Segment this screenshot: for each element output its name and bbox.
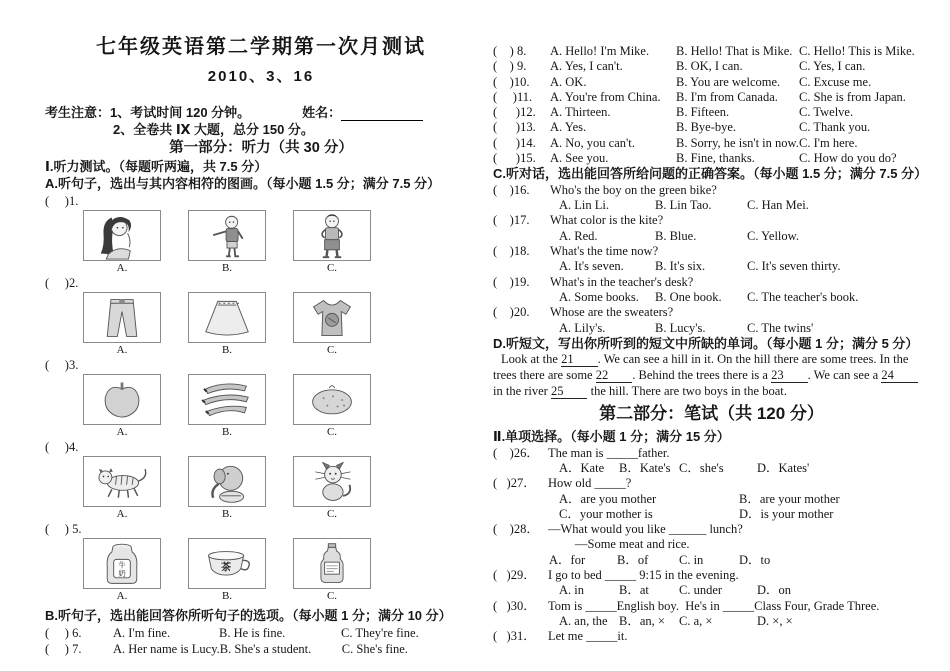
blank-22: 22	[596, 368, 633, 383]
option-c: C. Yes, I can.	[799, 59, 866, 74]
question-19	[493, 275, 930, 290]
question-18-options	[493, 259, 930, 274]
picture-boy-pointing	[188, 210, 266, 261]
question-15-row	[493, 151, 930, 166]
question-27	[493, 476, 930, 491]
option-a: A. Thirteen.	[550, 105, 611, 120]
question-16	[493, 183, 930, 198]
question-14-row	[493, 136, 930, 151]
blank-21: 21	[561, 352, 598, 367]
blank-25: 25	[551, 384, 588, 399]
option-c: C. Thank you.	[799, 120, 871, 135]
option-b: B．an, ×	[619, 613, 665, 628]
option-c: C. under	[679, 583, 723, 598]
option-b: B. It's six.	[655, 259, 706, 274]
question-text: Who's the boy on the green bike?	[550, 182, 717, 197]
option-b: B. He is fine.	[219, 625, 286, 640]
option-b: B. Fifteen.	[676, 105, 730, 120]
option-c: C. She's fine.	[341, 641, 408, 656]
notice-label: 考生注意：	[45, 105, 111, 120]
option-a: A. in	[559, 583, 584, 598]
question-20-options	[493, 321, 930, 336]
question-9-row	[493, 59, 930, 74]
passage-text: . We can see a hill in it. On the hill there are some trees. In the trees there are some	[493, 352, 909, 382]
passage-text: . Behind the trees there is a	[632, 367, 772, 382]
question-number: ( )12.	[493, 105, 536, 120]
picture-trousers	[83, 292, 161, 343]
left-column	[45, 26, 477, 657]
question-13-row	[493, 120, 930, 135]
question-number: ( )10.	[493, 74, 530, 89]
question-26-options	[493, 461, 930, 476]
picture-label: C.	[326, 508, 338, 520]
picture-apple	[83, 374, 161, 425]
option-a: A．are you mother	[559, 491, 657, 506]
question-19-options	[493, 290, 930, 305]
part1-heading: 第一部分：听力（共 30 分）	[169, 140, 353, 156]
question-number: ( ) 9.	[493, 59, 527, 74]
question-29-options	[493, 583, 930, 598]
question-29	[493, 568, 930, 583]
option-b: B. Bye-bye.	[676, 120, 737, 135]
option-a: A. an, the	[559, 613, 608, 628]
section-d-title: D.听短文，写出你所听到的短文中所缺的单词。（每小题 1 分；满分 5 分）	[493, 335, 919, 351]
picture-label: A.	[116, 344, 128, 356]
question-number: ( )30．	[493, 598, 536, 613]
option-a: A. Some books.	[559, 289, 639, 304]
picture-cat	[293, 456, 371, 507]
question-number: ( )3.	[45, 358, 79, 372]
right-column	[493, 26, 930, 657]
option-d: D．Kates'	[757, 460, 810, 475]
question-number: ( )4.	[45, 440, 79, 454]
name-blank-line	[341, 108, 423, 121]
option-c: C．your mother is	[559, 506, 653, 521]
option-c: C. a, ×	[679, 613, 713, 628]
option-a: A. Her name is Lucy.	[113, 641, 220, 656]
page-title: 七年级英语第二学期第一次月测试	[96, 36, 426, 58]
picture-question-1	[45, 194, 477, 274]
section-b-title: B.听句子，选出能回答你所听句子的选项。（每小题 1 分；满分 10 分）	[45, 608, 452, 623]
question-26	[493, 446, 930, 461]
option-c: C. in	[679, 552, 704, 567]
picture-question-4	[45, 440, 477, 520]
picture-milk-jar	[83, 538, 161, 589]
question-text: Whose are the sweaters?	[550, 305, 674, 320]
section-c-title: C.听对话，选出能回答所给问题的正确答案。（每小题 1.5 分；满分 7.5 分）	[493, 166, 928, 182]
svg-text:茶: 茶	[220, 561, 232, 573]
question-number: ( )17.	[493, 213, 530, 228]
passage-text: Look at the	[501, 352, 562, 367]
option-a: A. You're from China.	[550, 89, 661, 104]
passage-text: in the river	[493, 383, 551, 398]
question-30	[493, 599, 930, 614]
question-number: ( )11.	[493, 89, 533, 104]
picture-label: B.	[221, 262, 233, 274]
question-number: ( )28．	[493, 522, 539, 537]
option-c: C. The twins'	[747, 320, 814, 335]
question-number: ( )19.	[493, 274, 530, 289]
option-c: C. She is from Japan.	[799, 89, 906, 104]
option-a: A. OK.	[550, 74, 587, 89]
option-d: D．on	[757, 583, 792, 598]
picture-potato	[293, 374, 371, 425]
question-number: ( )14.	[493, 135, 536, 150]
option-c: C. How do you do?	[799, 151, 897, 166]
question-text: Tom is _____English boy. He's in _____Class Four, Grade Three.	[548, 598, 880, 613]
listening-section-title: Ⅰ.听力测试。（每题听两遍，共 7.5 分）	[45, 159, 268, 174]
option-c: C. Hello! This is Mike.	[799, 44, 915, 58]
picture-label: B.	[221, 426, 233, 438]
question-number: ( )2.	[45, 276, 79, 290]
section-ii-title: Ⅱ.单项选择。（每小题 1 分；满分 15 分）	[493, 429, 730, 445]
picture-woman-long-hair	[83, 210, 161, 261]
option-c: C. It's seven thirty.	[747, 259, 841, 274]
option-b: B．of	[617, 552, 649, 567]
section-a-title: A.听句子，选出与其内容相符的图画。（每小题 1.5 分；满分 7.5 分）	[45, 175, 441, 191]
picture-bottle	[293, 538, 371, 589]
picture-question-3	[45, 358, 477, 438]
option-b: B. OK, I can.	[676, 59, 743, 74]
option-a: A. Yes, I can't.	[550, 59, 623, 74]
option-b: B. Lin Tao.	[655, 198, 712, 213]
question-28-options	[493, 553, 930, 568]
option-b: B. Fine, thanks.	[676, 151, 755, 166]
option-a: A. Yes.	[550, 120, 587, 135]
picture-label: C.	[326, 262, 338, 274]
picture-question-2	[45, 276, 477, 356]
option-a: A. I'm fine.	[113, 625, 171, 640]
question-number: ( )13.	[493, 120, 536, 135]
question-31	[493, 629, 930, 644]
picture-t-shirt	[293, 292, 371, 343]
question-number: ( ) 6.	[45, 625, 82, 640]
question-17-options	[493, 229, 930, 244]
option-a: A. Hello! I'm Mike.	[550, 44, 650, 58]
picture-label: A.	[116, 426, 128, 438]
blank-23: 23	[771, 368, 808, 383]
question-number: ( )15.	[493, 151, 536, 166]
option-a: A. Lily's.	[559, 320, 606, 335]
picture-label: B.	[221, 508, 233, 520]
question-number: ( )16.	[493, 182, 530, 197]
question-10-row	[493, 75, 930, 90]
question-number: ( )29．	[493, 568, 536, 582]
question-number: ( ) 8.	[493, 44, 527, 58]
question-text: What's in the teacher's desk?	[550, 274, 694, 289]
question-30-options	[493, 614, 930, 629]
question-11-row	[493, 90, 930, 105]
cloze-passage	[493, 352, 930, 399]
option-c: C. I'm here.	[799, 135, 858, 150]
question-text: The man is _____father.	[548, 445, 670, 460]
option-b: B．at	[619, 583, 649, 598]
option-c: C. Twelve.	[799, 105, 854, 120]
option-d: D. ×, ×	[757, 613, 793, 628]
option-a: A. No, you can't.	[550, 135, 635, 150]
picture-elephant	[188, 456, 266, 507]
option-b: B. I'm from Canada.	[676, 89, 778, 104]
question-number: ( )1.	[45, 194, 79, 208]
question-number: ( )20.	[493, 305, 530, 320]
question-text: What's the time now?	[550, 244, 659, 259]
picture-label: C.	[326, 344, 338, 356]
svg-text:牛: 牛	[118, 560, 126, 570]
option-b: B. Lucy's.	[655, 320, 706, 335]
option-b: B．are your mother	[739, 491, 840, 506]
picture-tea-cup	[188, 538, 266, 589]
notice-line-2: 2、全卷共 Ⅸ 大题，总分 150 分。	[113, 122, 314, 137]
picture-question-5	[45, 522, 477, 602]
question-6-row	[45, 625, 477, 641]
question-12-row	[493, 105, 930, 120]
option-a: A. It's seven.	[559, 259, 624, 274]
question-number: ( ) 5.	[45, 522, 82, 536]
option-b: B. You are welcome.	[676, 74, 781, 89]
option-c: C. They're fine.	[341, 625, 419, 640]
question-number: ( )26．	[493, 445, 539, 460]
question-28	[493, 522, 930, 537]
question-text: How old _____?	[548, 476, 632, 491]
picture-label: C.	[326, 590, 338, 602]
option-c: C. Yellow.	[747, 228, 799, 243]
question-27-options-cd	[493, 507, 930, 522]
question-27-options-ab	[493, 492, 930, 507]
picture-label: C.	[326, 426, 338, 438]
name-label: 姓名：	[302, 105, 342, 120]
option-c: C. The teacher's book.	[747, 289, 859, 304]
option-a: A. Red.	[559, 228, 598, 243]
question-8-row	[493, 44, 930, 59]
picture-label: A.	[116, 508, 128, 520]
question-18	[493, 244, 930, 259]
option-d: D．is your mother	[739, 506, 834, 521]
question-text: I go to bed _____ 9:15 in the evening.	[548, 568, 739, 582]
exam-date: 2010、3、16	[207, 68, 315, 85]
question-number: ( )27．	[493, 476, 536, 491]
option-c: C. Excuse me.	[799, 74, 872, 89]
picture-label: A.	[116, 262, 128, 274]
option-b: B．Kate's	[619, 460, 671, 475]
option-a: A．Kate	[559, 460, 605, 475]
option-d: D．to	[739, 552, 771, 567]
picture-label: B.	[221, 590, 233, 602]
picture-boy-hands-on-hips	[293, 210, 371, 261]
svg-text:奶: 奶	[118, 568, 126, 578]
notice-duration: 1、考试时间 120 分钟。	[110, 105, 251, 120]
question-text: Let me _____it.	[548, 629, 628, 644]
picture-label: B.	[221, 344, 233, 356]
option-b: B. Sorry, he isn't in now.	[676, 135, 799, 150]
question-number: ( )31．	[493, 629, 536, 644]
option-a: A. Lin Li.	[559, 198, 609, 213]
question-16-options	[493, 198, 930, 213]
question-text: —What would you like ______ lunch?	[548, 522, 743, 537]
question-text: What color is the kite?	[550, 213, 664, 228]
part2-heading: 第二部分：笔试（共 120 分）	[599, 404, 824, 424]
passage-text: the hill. There are two boys in the boat.	[587, 383, 787, 398]
option-b: B. She's a student.	[219, 641, 312, 656]
option-c: C. Han Mei.	[747, 198, 809, 213]
picture-label: A.	[116, 590, 128, 602]
picture-bananas	[188, 374, 266, 425]
picture-tiger	[83, 456, 161, 507]
option-b: B. Blue.	[655, 228, 697, 243]
passage-text: . We can see a	[807, 367, 882, 382]
question-28-reply: —Some meat and rice.	[575, 537, 690, 552]
option-a: A. See you.	[550, 151, 609, 166]
picture-skirt	[188, 292, 266, 343]
question-number: ( )18.	[493, 244, 530, 259]
notice-line-1	[45, 104, 477, 121]
question-17	[493, 213, 930, 228]
option-a: A．for	[549, 552, 586, 567]
question-number: ( ) 7.	[45, 641, 82, 656]
option-c: C．she's	[679, 460, 724, 475]
option-b: B. One book.	[655, 289, 722, 304]
question-20	[493, 305, 930, 320]
blank-24: 24	[881, 368, 918, 383]
option-b: B. Hello! That is Mike.	[676, 44, 793, 58]
question-7-row	[45, 641, 477, 657]
